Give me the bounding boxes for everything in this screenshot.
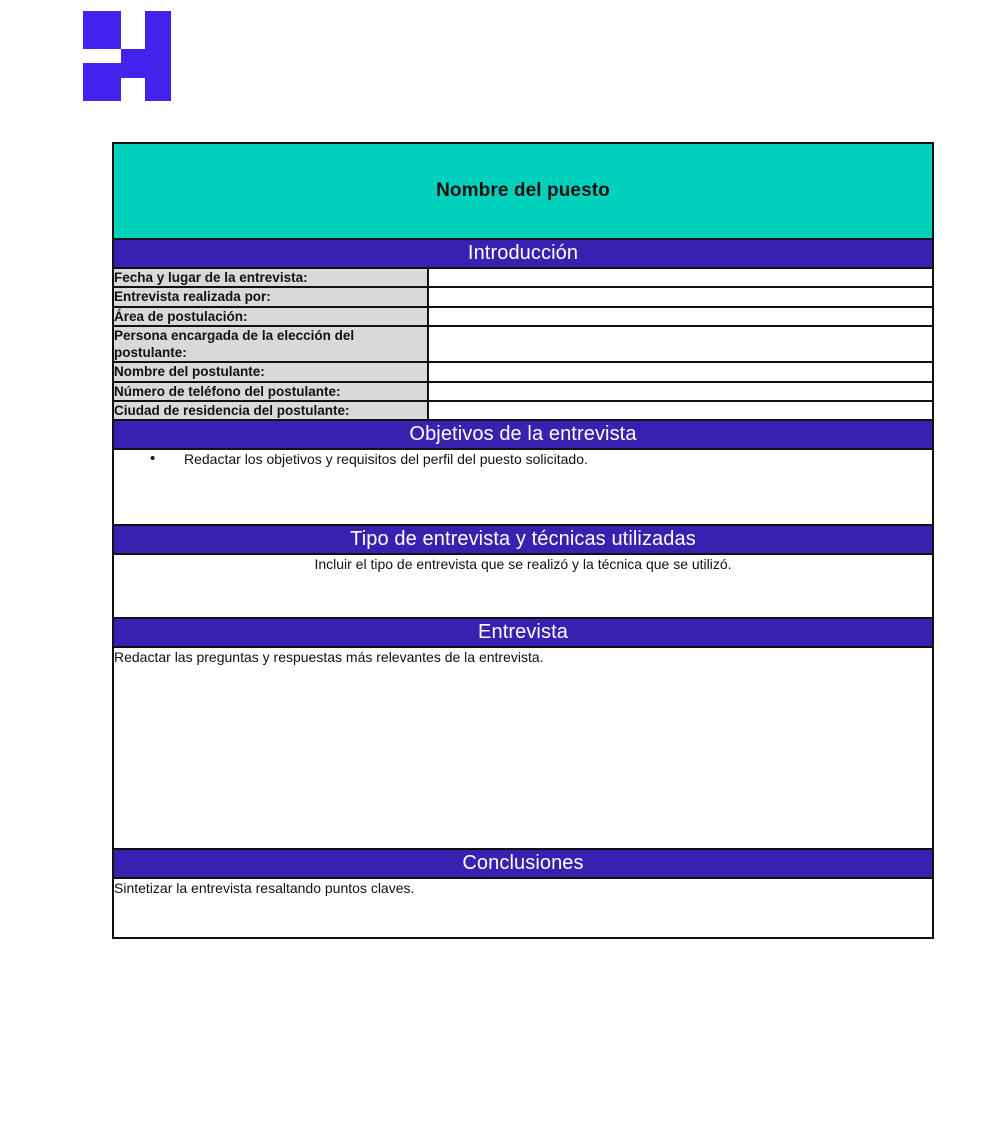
section-header-introduccion bbox=[113, 239, 933, 268]
section-title: Tipo de entrevista y técnicas utilizadas bbox=[350, 528, 696, 551]
table-row bbox=[113, 307, 933, 326]
section-body-row bbox=[113, 449, 933, 525]
section-body-tipo-entrevista[interactable] bbox=[113, 554, 933, 618]
section-title: Conclusiones bbox=[462, 852, 584, 875]
logo-block-bottom-left bbox=[83, 63, 121, 101]
section-body-row bbox=[113, 647, 933, 849]
table-row bbox=[113, 326, 933, 363]
logo-block-right-stem bbox=[145, 11, 171, 101]
table-row bbox=[113, 362, 933, 381]
field-value-fecha-lugar[interactable] bbox=[428, 268, 933, 287]
company-logo bbox=[83, 11, 171, 101]
field-label-fecha-lugar: Fecha y lugar de la entrevista: bbox=[113, 268, 428, 287]
section-header-entrevista bbox=[113, 618, 933, 647]
section-header-row bbox=[113, 239, 933, 268]
list-item-text: Redactar los objetivos y requisitos del perfil del puesto solicitado. bbox=[184, 451, 588, 468]
table-row bbox=[113, 268, 933, 287]
field-label-telefono-postulante: Número de teléfono del postulante: bbox=[113, 382, 428, 401]
section-header-tipo-entrevista bbox=[113, 525, 933, 554]
job-title-band bbox=[113, 143, 933, 239]
field-value-persona-encargada[interactable] bbox=[428, 326, 933, 363]
section-header-objetivos bbox=[113, 420, 933, 449]
section-title: Objetivos de la entrevista bbox=[409, 423, 637, 446]
section-body-objetivos[interactable] bbox=[113, 449, 933, 525]
section-body-row bbox=[113, 878, 933, 938]
field-value-telefono-postulante[interactable] bbox=[428, 382, 933, 401]
logo-block-crossbar bbox=[121, 49, 147, 78]
field-value-realizada-por[interactable] bbox=[428, 287, 933, 306]
field-label-ciudad-residencia: Ciudad de residencia del postulante: bbox=[113, 401, 428, 420]
section-header-row bbox=[113, 618, 933, 647]
section-body-row bbox=[113, 554, 933, 618]
interview-report-template bbox=[112, 142, 934, 939]
section-header-row bbox=[113, 420, 933, 449]
section-body-text: Sintetizar la entrevista resaltando puntos claves. bbox=[114, 880, 415, 897]
section-body-conclusiones[interactable] bbox=[113, 878, 933, 938]
field-label-persona-encargada: Persona encargada de la elección del postulante: bbox=[113, 326, 428, 363]
table-row bbox=[113, 287, 933, 306]
section-header-row bbox=[113, 525, 933, 554]
field-label-nombre-postulante: Nombre del postulante: bbox=[113, 362, 428, 381]
table-row bbox=[113, 401, 933, 420]
logo-block-top-left bbox=[83, 11, 121, 49]
field-value-area-postulacion[interactable] bbox=[428, 307, 933, 326]
section-body-text: Incluir el tipo de entrevista que se realizó y la técnica que se utilizó. bbox=[314, 556, 732, 573]
section-body-text: Redactar las preguntas y respuestas más relevantes de la entrevista. bbox=[114, 649, 544, 666]
table-row bbox=[113, 382, 933, 401]
bullet-icon: • bbox=[150, 450, 156, 468]
section-header-row bbox=[113, 849, 933, 878]
section-body-entrevista[interactable] bbox=[113, 647, 933, 849]
field-label-area-postulacion: Área de postulación: bbox=[113, 307, 428, 326]
field-value-nombre-postulante[interactable] bbox=[428, 362, 933, 381]
title-row bbox=[113, 143, 933, 239]
section-title: Introducción bbox=[467, 242, 579, 264]
field-label-realizada-por: Entrevista realizada por: bbox=[113, 287, 428, 306]
field-value-ciudad-residencia[interactable] bbox=[428, 401, 933, 420]
section-header-conclusiones bbox=[113, 849, 933, 878]
page-title: Nombre del puesto bbox=[436, 180, 610, 201]
list-item bbox=[114, 450, 932, 469]
section-title: Entrevista bbox=[478, 621, 568, 644]
